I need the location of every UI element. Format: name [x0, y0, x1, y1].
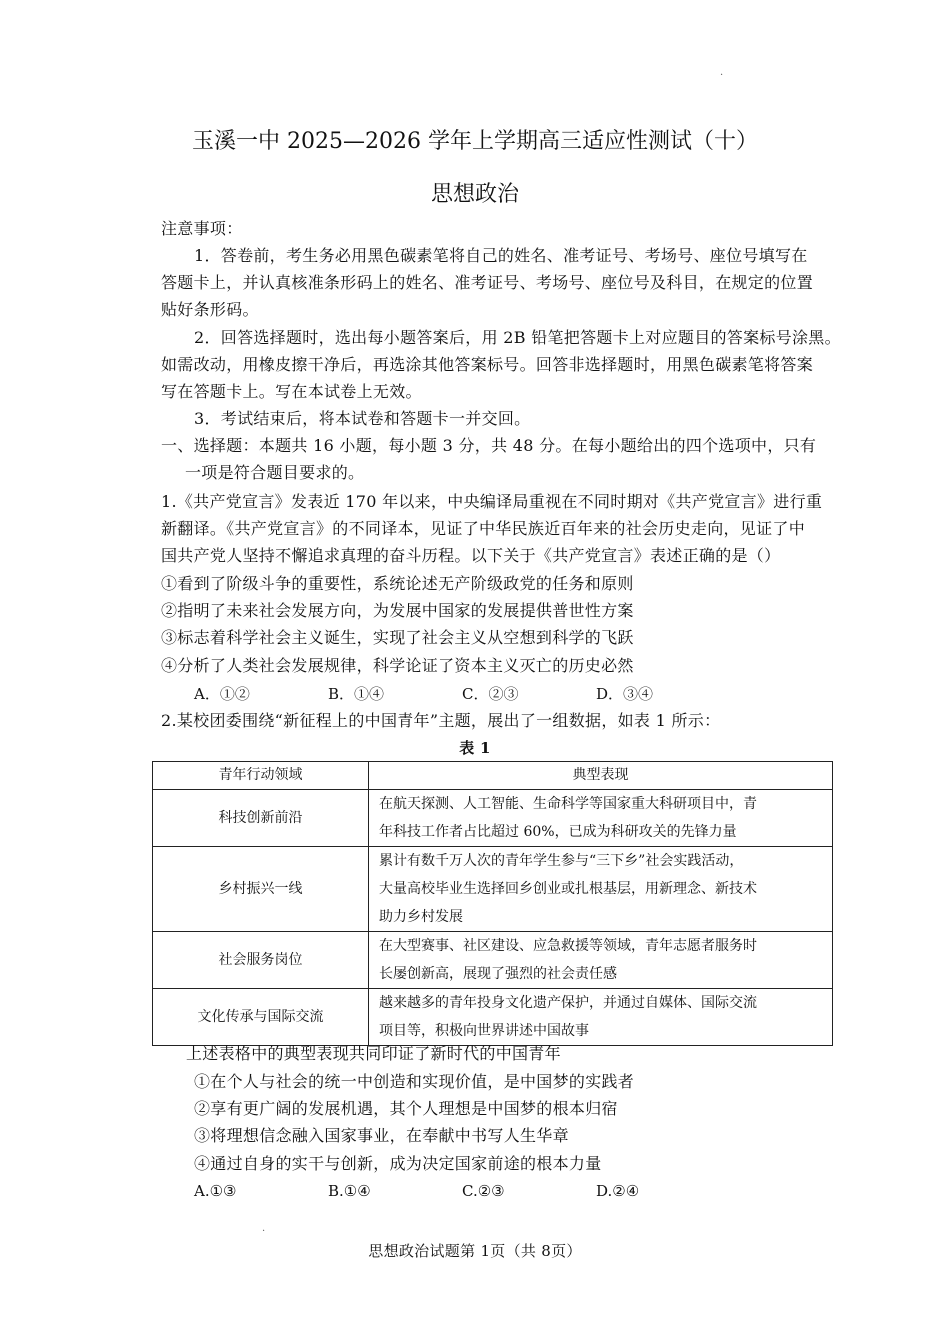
table-cell-line: 在航天探测、人工智能、生命科学等国家重大科研项目中，青	[379, 796, 757, 812]
q1-item: ④分析了人类社会发展规律，科学论证了资本主义灭亡的历史必然	[161, 656, 634, 675]
q1-option-b[interactable]: B．①④	[328, 685, 385, 703]
q2-option-d[interactable]: D.②④	[596, 1182, 640, 1200]
table-row	[153, 989, 833, 1046]
q1-option-a[interactable]: A．①②	[194, 685, 250, 703]
table-cell-line: 长屡创新高，展现了强烈的社会责任感	[379, 966, 617, 982]
table-cell-field: 社会服务岗位	[153, 932, 369, 989]
table-cell-detail	[369, 932, 833, 989]
exam-title: 玉溪一中 2025—2026 学年上学期高三适应性测试（十）	[192, 129, 758, 154]
q1-stem: 国共产党人坚持不懈追求真理的奋斗历程。以下关于《共产党宣言》表述正确的是（）	[161, 546, 781, 565]
q1-option-d[interactable]: D．③④	[596, 685, 654, 703]
table-cell-line: 大量高校毕业生选择回乡创业或扎根基层，用新理念、新技术	[379, 881, 757, 897]
page-footer: 思想政治试题第 1页（共 8页）	[368, 1242, 582, 1260]
notice-heading: 注意事项：	[161, 219, 243, 238]
q2-item: ①在个人与社会的统一中创造和实现价值，是中国梦的实践者	[194, 1072, 635, 1091]
q1-item: ③标志着科学社会主义诞生，实现了社会主义从空想到科学的飞跃	[161, 628, 634, 647]
q2-item: ④通过自身的实干与创新，成为决定国家前途的根本力量	[194, 1154, 602, 1173]
table-cell-field: 文化传承与国际交流	[153, 989, 369, 1046]
table-cell-line: 项目等，积极向世界讲述中国故事	[379, 1023, 589, 1039]
table-header-cell: 青年行动领域	[153, 762, 369, 790]
notice-line: 2．回答选择题时，选出每小题答案后，用 2B 铅笔把答题卡上对应题目的答案标号涂黑。	[194, 328, 841, 347]
q2-item: ②享有更广阔的发展机遇，其个人理想是中国梦的根本归宿	[194, 1099, 618, 1118]
table-cell-detail	[369, 790, 833, 847]
subject-title: 思想政治	[430, 182, 519, 207]
section-heading: 一、选择题：本题共 16 小题，每小题 3 分，共 48 分。在每小题给出的四个选项中，只有	[161, 436, 817, 455]
q2-item: ③将理想信念融入国家事业，在奉献中书写人生华章	[194, 1126, 569, 1145]
table-caption: 表 1	[459, 739, 491, 757]
table-cell-line: 越来越多的青年投身文化遗产保护，并通过自媒体、国际交流	[379, 995, 757, 1011]
notice-line: 答题卡上，并认真核准条形码上的姓名、准考证号、考场号、座位号及科目，在规定的位置	[161, 273, 814, 292]
table-cell-field: 乡村振兴一线	[153, 847, 369, 932]
notice-line: 写在答题卡上。写在本试卷上无效。	[161, 382, 422, 401]
q2-option-b[interactable]: B.①④	[328, 1182, 371, 1200]
table-row	[153, 847, 833, 932]
q2-question: 上述表格中的典型表现共同印证了新时代的中国青年	[186, 1044, 561, 1063]
table-row	[153, 790, 833, 847]
data-table	[152, 761, 833, 1046]
table-cell-line: 累计有数千万人次的青年学生参与“三下乡”社会实践活动，	[379, 853, 744, 869]
q2-stem: 2.某校团委围绕“新征程上的中国青年”主题，展出了一组数据，如表 1 所示：	[161, 711, 721, 730]
q1-option-c[interactable]: C．②③	[462, 685, 519, 703]
section-heading-cont: 一项是符合题目要求的。	[185, 463, 365, 482]
corner-dot: ·	[720, 70, 724, 81]
q1-stem: 新翻译。《共产党宣言》的不同译本，见证了中华民族近百年来的社会历史走向，见证了中	[161, 519, 806, 538]
table-cell-detail	[369, 847, 833, 932]
notice-line: 3．考试结束后，将本试卷和答题卡一并交回。	[194, 409, 531, 428]
notice-line: 如需改动，用橡皮擦干净后，再选涂其他答案标号。回答非选择题时，用黑色碳素笔将答案	[161, 355, 814, 374]
table-cell-line: 年科技工作者占比超过 60%，已成为科研攻关的先锋力量	[379, 824, 737, 840]
notice-line: 贴好条形码。	[161, 300, 259, 319]
table-cell-line: 助力乡村发展	[379, 909, 463, 925]
table-header-cell: 典型表现	[369, 762, 833, 790]
table-cell-detail	[369, 989, 833, 1046]
q1-stem: 1.《共产党宣言》发表近 170 年以来，中央编译局重视在不同时期对《共产党宣言》进行重	[161, 492, 823, 511]
q2-option-c[interactable]: C.②③	[462, 1182, 505, 1200]
notice-line: 1．答卷前，考生务必用黑色碳素笔将自己的姓名、准考证号、考场号、座位号填写在	[194, 246, 808, 265]
table-row	[153, 932, 833, 989]
bottom-dot: ·	[262, 1226, 266, 1237]
q1-item: ①看到了阶级斗争的重要性，系统论述无产阶级政党的任务和原则	[161, 574, 634, 593]
q1-item: ②指明了未来社会发展方向，为发展中国家的发展提供普世性方案	[161, 601, 634, 620]
table-header-row	[153, 762, 833, 790]
q2-option-a[interactable]: A.①③	[194, 1182, 237, 1200]
table-cell-line: 在大型赛事、社区建设、应急救援等领域，青年志愿者服务时	[379, 938, 757, 954]
table-cell-field: 科技创新前沿	[153, 790, 369, 847]
